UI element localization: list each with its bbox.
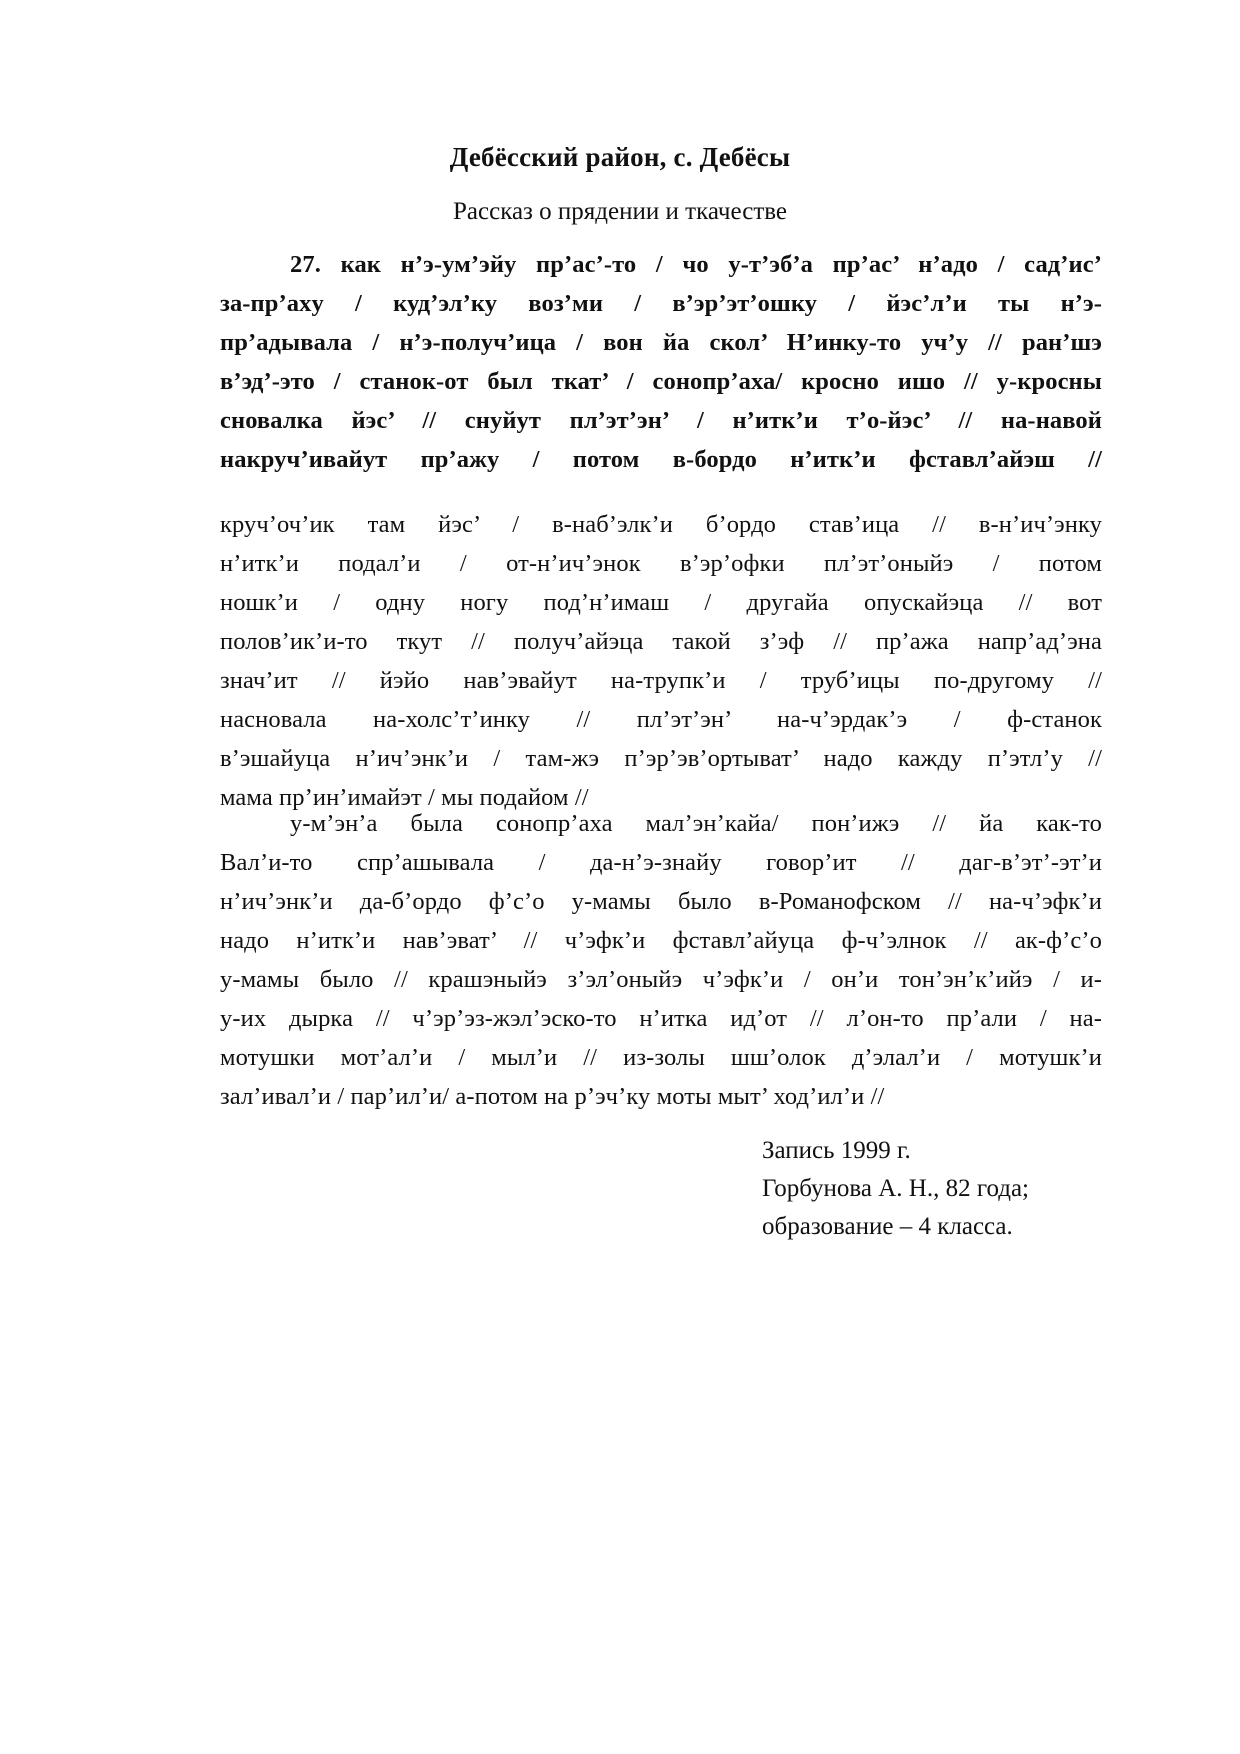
text-line: у-м’эн’а была сонопр’аха мал’эн’кайа/ пон’ижэ // йа как-то: [290, 810, 1102, 837]
text-line: полов’ик’и-то ткут // получ’айэца такой з’эф // пр’ажа напр’ад’эна: [220, 628, 1102, 655]
text-line: сновалка йэс’ // снуйут пл’эт’эн’ / н’итк’и т’о-йэс’ // на-навой: [220, 407, 1102, 434]
text-line: круч’оч’ик там йэс’ / в-наб’элк’и б’ордо став’ица // в-н’ич’энку: [220, 511, 1102, 538]
text-line: мама пр’ин’имайэт / мы подайом //: [220, 784, 589, 811]
text-line: в’эд’-это / станок-от был ткат’ / сонопр’аха/ кросно ишо // у-кросны: [220, 368, 1102, 395]
page-title: Дебёсский район, с. Дебёсы: [449, 142, 791, 172]
text-line: Вал’и-то спр’ашывала / да-н’э-знайу говор’ит // даг-в’эт’-эт’и: [220, 849, 1102, 876]
paragraph-2: [220, 505, 1102, 817]
record-education: образование – 4 класса.: [762, 1213, 1013, 1240]
text-line: надо н’итк’и нав’эват’ // ч’эфк’и фставл’айуца ф-ч’элнок // ак-ф’с’о: [220, 927, 1102, 954]
record-informant: Горбунова А. Н., 82 года;: [762, 1175, 1030, 1202]
paragraph-1: [220, 245, 1102, 479]
text-line: насновала на-холс’т’инку // пл’эт’эн’ на-ч’эрдак’э / ф-станок: [220, 706, 1102, 733]
text-line: ношк’и / одну ногу под’н’имаш / другайа опускайэца // вот: [220, 589, 1102, 616]
text-line: в’эшайуца н’ич’энк’и / там-жэ п’эр’эв’ортыват’ надо кажду п’этл’у //: [220, 745, 1102, 772]
record-date: Запись 1999 г.: [762, 1137, 911, 1164]
paragraph-3: [220, 804, 1102, 1116]
page-subtitle: Рассказ о прядении и ткачестве: [453, 198, 787, 225]
text-line: н’итк’и подал’и / от-н’ич’энок в’эр’офки пл’эт’оныйэ / потом: [220, 550, 1102, 577]
text-line: знач’ит // йэйо нав’эвайут на-трупк’и / труб’ицы по-другому //: [220, 667, 1102, 694]
text-line: накруч’ивайут пр’ажу / потом в-бордо н’итк’и фставл’айэш //: [220, 446, 1102, 473]
text-line: пр’адывала / н’э-получ’ица / вон йа скол’ Н’инку-то уч’у // ран’шэ: [220, 329, 1102, 356]
record-info: [762, 1132, 1029, 1246]
text-line: за-пр’ахy / куд’эл’ку воз’ми / в’эр’эт’ошку / йэс’л’и ты н’э-: [220, 290, 1102, 317]
story-number: 27.: [290, 251, 321, 278]
text-line: [220, 245, 1102, 284]
text-line: у-мамы было // крашэныйэ з’эл’оныйэ ч’эфк’и / он’и тон’эн’к’ийэ / и-: [220, 966, 1102, 993]
text-line: у-их дырка // ч’эр’эз-жэл’эско-то н’итка ид’от // л’он-то пр’али / на-: [220, 1005, 1102, 1032]
text-line: зал’ивал’и / пар’ил’и/ а-потом на р’эч’ку моты мыт’ ход’ил’и //: [220, 1083, 885, 1110]
text-line: мотушки мот’ал’и / мыл’и // из-золы шш’олок д’элал’и / мотушк’и: [220, 1044, 1102, 1071]
text-line: н’ич’энк’и да-б’ордо ф’с’о у-мамы было в-Романофском // на-ч’эфк’и: [220, 888, 1102, 915]
text-line-content: как н’э-ум’эйу пр’ас’-то / чо у-т’эб’а пр’ас’ н’адо / сад’ис’: [340, 251, 1102, 278]
